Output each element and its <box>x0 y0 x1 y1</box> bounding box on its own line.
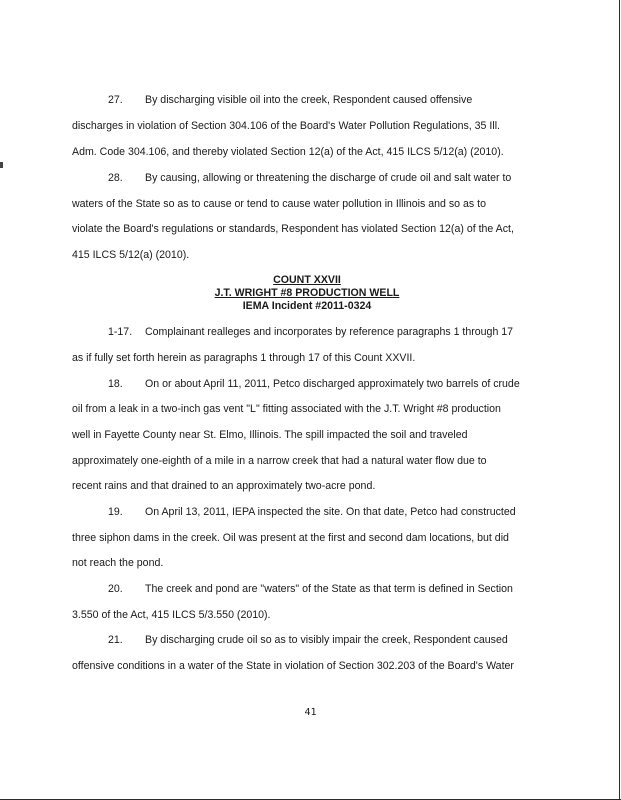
paragraph-line: violate the Board's regulations or standards, Respondent has violated Section 12(a) of the Act, <box>72 223 514 235</box>
paragraph-19-first-line <box>108 506 542 519</box>
paragraph-21-first-line <box>108 634 542 647</box>
paragraph-text: By discharging visible oil into the creek, Respondent caused offensive <box>145 94 473 106</box>
paragraph-line: not reach the pond. <box>72 557 164 569</box>
paragraph-text: By causing, allowing or threatening the discharge of crude oil and salt water to <box>145 172 512 184</box>
paragraph-line: offensive conditions in a water of the State in violation of Section 302.203 of the Board's Water <box>72 660 514 672</box>
paragraph-line: three siphon dams in the creek. Oil was present at the first and second dam locations, but did <box>72 532 509 544</box>
paragraph-line: 415 ILCS 5/12(a) (2010). <box>72 249 190 261</box>
incident-heading: IEMA Incident #2011-0324 <box>242 300 372 312</box>
paragraph-18-first-line <box>108 378 542 391</box>
paragraph-line: as if fully set forth herein as paragraphs 1 through 17 of this Count XXVII. <box>72 352 416 364</box>
paragraph-20-first-line <box>108 583 542 596</box>
paragraph-line: 3.550 of the Act, 415 ILCS 5/3.550 (2010). <box>72 609 271 621</box>
scan-edge-right <box>619 0 620 800</box>
paragraph-text: Complainant realleges and incorporates by reference paragraphs 1 through 17 <box>145 326 514 338</box>
paragraph-line: well in Fayette County near St. Elmo, Illinois. The spill impacted the soil and traveled <box>72 429 468 441</box>
paragraph-text: On April 13, 2011, IEPA inspected the site. On that date, Petco had constructed <box>145 506 516 518</box>
paragraph-number: 1-17. <box>108 326 133 338</box>
paragraph-27-first-line <box>108 94 542 107</box>
paragraph-line: recent rains and that drained to an approximately two-acre pond. <box>72 480 376 492</box>
paragraph-1-17-first-line <box>108 326 542 339</box>
paragraph-text: The creek and pond are "waters" of the State as that term is defined in Section <box>145 583 513 595</box>
count-heading: COUNT XXVII <box>273 274 341 286</box>
paragraph-text: By discharging crude oil so as to visibly impair the creek, Respondent caused <box>145 634 508 646</box>
paragraph-line: approximately one-eighth of a mile in a narrow creek that had a natural water flow due to <box>72 455 487 467</box>
paragraph-number: 18. <box>108 378 123 390</box>
paragraph-number: 20. <box>108 583 123 595</box>
paragraph-line: waters of the State so as to cause or tend to cause water pollution in Illinois and so as to <box>72 198 486 210</box>
paragraph-number: 21. <box>108 634 123 646</box>
paragraph-line: oil from a leak in a two-inch gas vent "L" fitting associated with the J.T. Wright #8 production <box>72 403 501 415</box>
scan-mark <box>0 162 3 168</box>
paragraph-line: discharges in violation of Section 304.106 of the Board's Water Pollution Regulations, 35 Ill. <box>72 120 500 132</box>
paragraph-text: On or about April 11, 2011, Petco discharged approximately two barrels of crude <box>145 378 520 390</box>
page-number: 41 <box>304 707 317 718</box>
well-heading: J.T. WRIGHT #8 PRODUCTION WELL <box>214 287 400 299</box>
paragraph-line: Adm. Code 304.106, and thereby violated Section 12(a) of the Act, 415 ILCS 5/12(a) (2010). <box>72 146 504 158</box>
paragraph-number: 28. <box>108 172 123 184</box>
paragraph-28-first-line <box>108 172 542 185</box>
paragraph-number: 19. <box>108 506 123 518</box>
paragraph-number: 27. <box>108 94 123 106</box>
